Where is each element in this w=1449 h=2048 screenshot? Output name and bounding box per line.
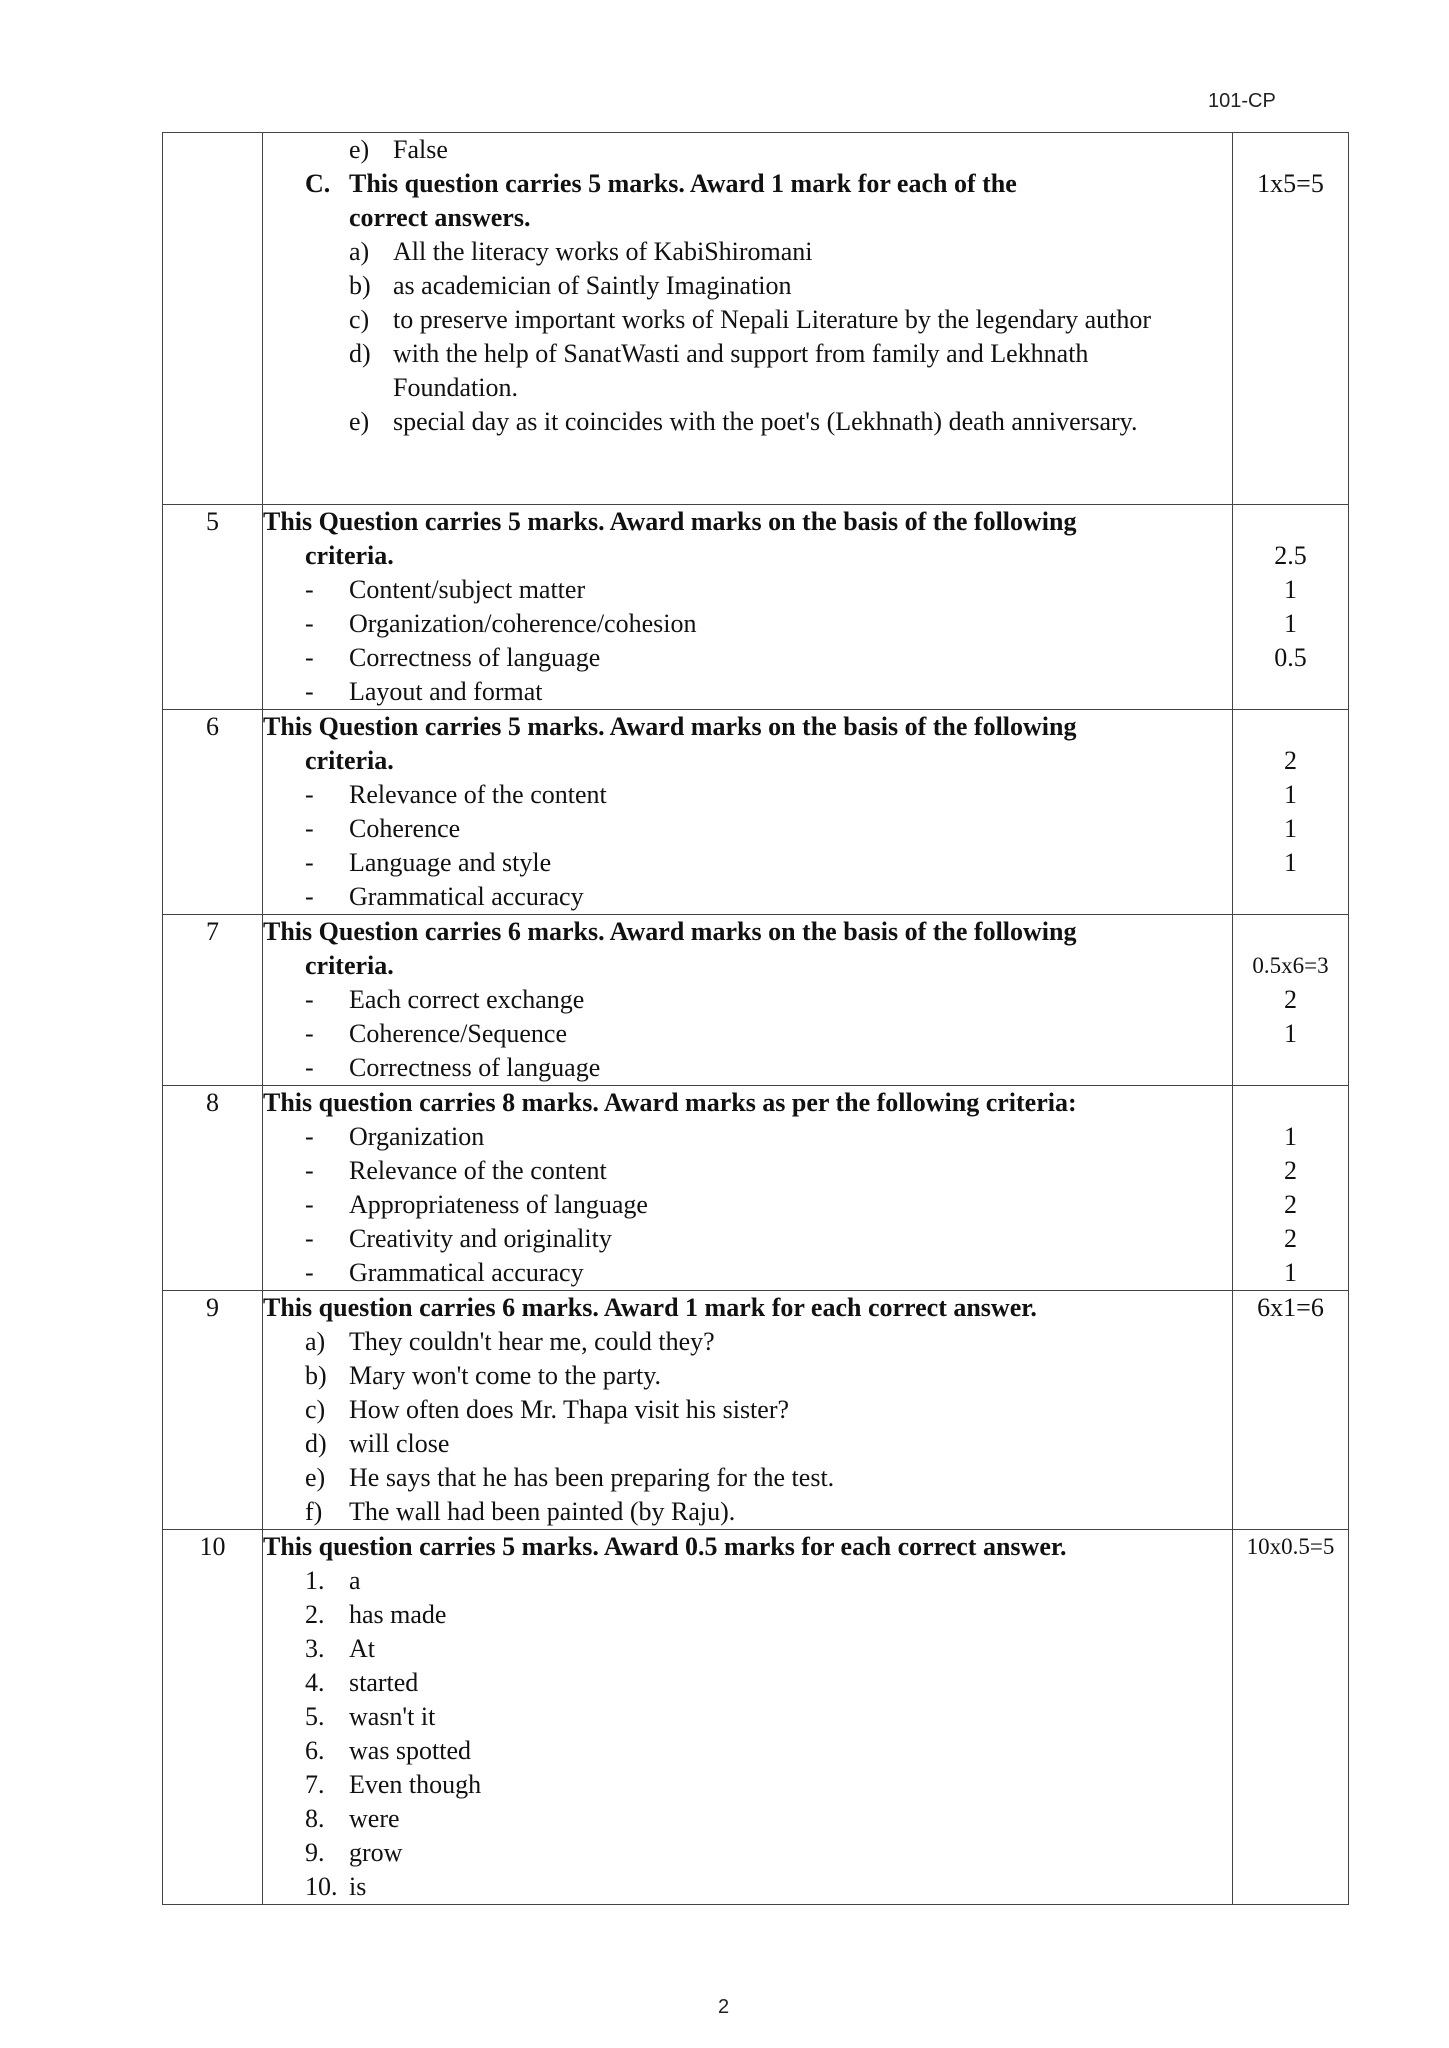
page-number: 2 [718,1996,730,2018]
criteria-item: - Each correct exchange [305,985,585,1014]
question-number-cell: 8 [163,1086,263,1291]
table-row [163,505,1349,710]
answer-item: a) They couldn't hear me, could they? [305,1327,715,1356]
answer-item: e) He says that he has been preparing for the test. [305,1463,835,1492]
question-number-cell: 9 [163,1291,263,1530]
table-row [163,1530,1349,1905]
answer-item: 9. grow [305,1838,403,1867]
mark-value: 1 [1284,814,1297,843]
mark-value: 1x5=5 [1257,169,1324,198]
criteria-item: - Correctness of language [305,1053,601,1082]
criteria-item: - Organization/coherence/cohesion [305,609,697,638]
mark-value: 1 [1284,1258,1297,1287]
mark-value: 1 [1284,575,1297,604]
marking-scheme-table [162,132,1349,1905]
question-heading: This Question carries 6 marks. Award marks on the basis of the following criteria. [263,917,1077,980]
list-item: a) All the literacy works of KabiShiromani [349,237,813,266]
answer-item: 10. is [305,1872,367,1901]
answer-item: c) How often does Mr. Thapa visit his sister? [305,1395,790,1424]
criteria-item: - Grammatical accuracy [305,882,584,911]
criteria-item: - Layout and format [305,677,543,706]
marks-cell [1233,1291,1349,1530]
answer-item: 1. a [305,1566,361,1595]
criteria-item: - Organization [305,1122,485,1151]
mark-value: 2 [1284,1224,1297,1253]
list-item: d) with the help of SanatWasti and support from family and Lekhnath Foundation. [349,339,1089,402]
question-heading: This Question carries 5 marks. Award marks on the basis of the following criteria. [263,507,1077,570]
criteria-item: - Creativity and originality [305,1224,612,1253]
criteria-item: - Content/subject matter [305,575,586,604]
section-heading: C. This question carries 5 marks. Award 1 mark for each of the correct answers. [305,169,1017,232]
table-row [163,1086,1349,1291]
marks-cell [1233,133,1349,505]
mark-value: 1 [1284,780,1297,809]
mark-value: 1 [1284,1019,1297,1048]
page-code: 101-CP [1208,90,1276,112]
marks-cell [1233,505,1349,710]
table-row [163,710,1349,915]
answer-item: 2. has made [305,1600,447,1629]
criteria-item: - Relevance of the content [305,1156,607,1185]
mark-value: 1 [1284,609,1297,638]
table-row [163,915,1349,1086]
criteria-item: - Coherence/Sequence [305,1019,568,1048]
table-row [163,133,1349,505]
mark-value: 2 [1284,746,1297,775]
criteria-item: - Grammatical accuracy [305,1258,584,1287]
criteria-item: - Coherence [305,814,461,843]
answer-cell [263,915,1233,1086]
answer-cell [263,710,1233,915]
answer-item: f) The wall had been painted (by Raju). [305,1497,736,1526]
criteria-item: - Appropriateness of language [305,1190,648,1219]
answer-cell [263,1086,1233,1291]
mark-value: 10x0.5=5 [1246,1534,1335,1559]
question-heading: This question carries 8 marks. Award marks as per the following criteria: [263,1088,1077,1117]
criteria-item: - Relevance of the content [305,780,607,809]
list-item: b) as academician of Saintly Imagination [349,271,792,300]
answer-item: d) will close [305,1429,450,1458]
answer-cell [263,133,1233,505]
list-item: e) False [349,135,448,164]
table-row [163,1291,1349,1530]
answer-item: 5. wasn't it [305,1702,436,1731]
mark-value: 2 [1284,1190,1297,1219]
question-number-cell [163,133,263,505]
question-number-cell: 7 [163,915,263,1086]
answer-item: 7. Even though [305,1770,482,1799]
answer-cell [263,1291,1233,1530]
question-heading: This Question carries 5 marks. Award marks on the basis of the following criteria. [263,712,1077,775]
answer-item: b) Mary won't come to the party. [305,1361,662,1390]
mark-value: 2 [1284,1156,1297,1185]
criteria-item: - Language and style [305,848,552,877]
mark-value: 0.5x6=3 [1252,953,1329,978]
mark-value: 2 [1284,985,1297,1014]
marks-cell [1233,1530,1349,1905]
mark-value: 1 [1284,848,1297,877]
answer-cell [263,1530,1233,1905]
mark-value: 6x1=6 [1257,1293,1324,1322]
question-heading: This question carries 5 marks. Award 0.5 marks for each correct answer. [263,1532,1067,1561]
list-item: e) special day as it coincides with the poet's (Lekhnath) death anniversary. [349,407,1138,436]
mark-value: 0.5 [1274,643,1307,672]
marks-cell [1233,710,1349,915]
criteria-item: - Correctness of language [305,643,601,672]
answer-cell [263,505,1233,710]
question-number-cell: 6 [163,710,263,915]
mark-value: 1 [1284,1122,1297,1151]
answer-item: 6. was spotted [305,1736,472,1765]
mark-value: 2.5 [1274,541,1307,570]
list-item: c) to preserve important works of Nepali Literature by the legendary author [349,305,1152,334]
question-number-cell: 10 [163,1530,263,1905]
answer-item: 8. were [305,1804,400,1833]
answer-item: 4. started [305,1668,419,1697]
marks-cell [1233,915,1349,1086]
marks-cell [1233,1086,1349,1291]
question-heading: This question carries 6 marks. Award 1 mark for each correct answer. [263,1293,1037,1322]
answer-item: 3. At [305,1634,375,1663]
question-number-cell: 5 [163,505,263,710]
